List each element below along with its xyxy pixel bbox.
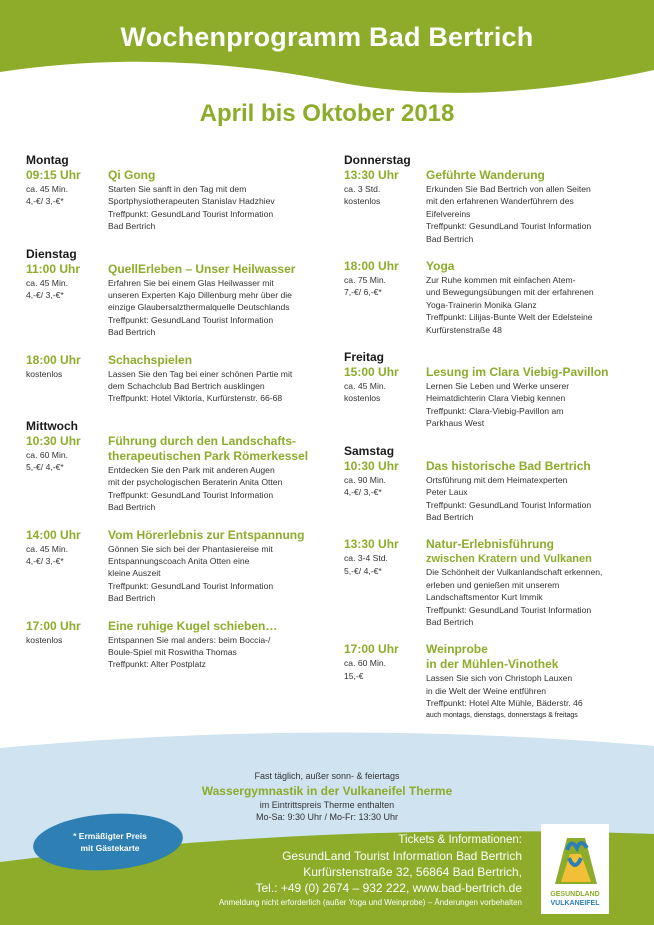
- event-title: Vom Hörerlebnis zur Entspannung: [108, 527, 305, 542]
- tickets-disclaimer: Anmeldung nicht erforderlich (außer Yoga und Weinprobe) – Änderungen vorbehalten: [218, 898, 522, 907]
- day-label: Freitag: [344, 350, 385, 365]
- event-time: 14:00 Uhr: [26, 527, 81, 542]
- event-meta: [344, 365, 424, 405]
- event-info: kostenlos: [344, 196, 381, 207]
- event-info: 4,-€/ 3,-€*: [26, 555, 64, 566]
- event-description-line: Zur Ruhe kommen mit einfachen Atem-: [426, 275, 576, 286]
- event-description-line: kleine Auszeit: [108, 568, 161, 579]
- logo-text-1: GESUNDLAND: [550, 891, 600, 898]
- event-time: 17:00 Uhr: [344, 642, 399, 657]
- event-meta: [26, 528, 106, 568]
- tickets-contact: Tel.: +49 (0) 2674 – 932 222, www.bad-bertrich.de: [255, 881, 522, 895]
- event-time: 13:30 Uhr: [344, 537, 399, 552]
- event-info: 5,-€/ 4,-€*: [26, 462, 64, 473]
- event-subtitle: zwischen Kratern und Vulkanen: [426, 553, 592, 566]
- event-meta: [344, 168, 424, 208]
- event-meta: [344, 459, 424, 499]
- aqua-gymnastics-section: [0, 770, 654, 823]
- event-description-line: Sportphysiotherapeuten Stanislav Hadzhiev: [108, 196, 275, 207]
- event-time: 09:15 Uhr: [26, 168, 81, 182]
- event-description-line: einzige Glaubersalzthermalquelle Deutschlands: [108, 302, 290, 313]
- event: [26, 434, 326, 514]
- day-label: Dienstag: [26, 246, 77, 261]
- event-content: [426, 168, 644, 245]
- event-description-line: Treffpunkt: Alter Postplatz: [108, 659, 206, 670]
- event-content: [108, 619, 326, 671]
- event-title: Das historische Bad Bertrich: [426, 458, 591, 473]
- event: [344, 642, 644, 720]
- event-info: 7,-€/ 6,-€*: [344, 287, 382, 298]
- event-title: therapeutischen Park Römerkessel: [108, 448, 309, 463]
- event-content: [108, 353, 326, 405]
- event-description-line: Treffpunkt: GesundLand Tourist Information: [108, 489, 274, 500]
- event-title: Weinprobe: [426, 642, 488, 657]
- event-info: kostenlos: [26, 634, 63, 645]
- event: [26, 262, 326, 339]
- event-time: 17:00 Uhr: [26, 618, 81, 633]
- header-banner: [0, 0, 654, 110]
- gesundland-logo: [541, 824, 609, 914]
- event-info: kostenlos: [344, 393, 381, 404]
- event-description-line: Bad Bertrich: [426, 233, 474, 244]
- event-description-line: Treffpunkt: GesundLand Tourist Information: [108, 208, 274, 219]
- event-description-line: Entspannen Sie mal anders: beim Boccia-/: [108, 634, 271, 645]
- reduced-price-line-2: mit Gästekarte: [80, 843, 140, 853]
- aqua-times: Mo-Sa: 9:30 Uhr / Mo-Fr: 13:30 Uhr: [255, 812, 399, 822]
- event-description-line: Landschaftsmentor Kurt Immik: [426, 592, 543, 603]
- event-info: ca. 60 Min.: [344, 658, 387, 669]
- event-info: ca. 75 Min.: [344, 275, 387, 286]
- event-info: kostenlos: [26, 368, 63, 379]
- event-content: [108, 528, 326, 605]
- event-note: auch montags, dienstags, donnerstags & freitags: [426, 711, 578, 719]
- event-meta: [344, 642, 424, 682]
- tickets-heading: Tickets & Informationen:: [398, 834, 522, 846]
- day-label: Samstag: [344, 443, 395, 458]
- aqua-title: Wassergymnastik in der Vulkaneifel Therme: [201, 784, 453, 798]
- event-title: Yoga: [426, 259, 455, 274]
- event-description-line: Treffpunkt: GesundLand Tourist Information: [426, 221, 592, 232]
- event-content: [426, 259, 644, 336]
- event-title: QuellErleben – Unser Heilwasser: [108, 261, 296, 276]
- event-description-line: Treffpunkt: GesundLand Tourist Information: [426, 499, 592, 510]
- event-title: Eine ruhige Kugel schieben…: [108, 618, 278, 633]
- gesundland-logo-icon: [541, 824, 609, 890]
- event-info: 15,-€: [344, 670, 364, 681]
- event-meta: [26, 434, 106, 474]
- event-description-line: Treffpunkt: Clara-Viebig-Pavillon am: [426, 405, 564, 416]
- event-description-line: Peter Laux: [426, 487, 468, 498]
- event-content: [426, 459, 644, 524]
- event-description-line: Treffpunkt: Hotel Alte Mühle, Bäderstr. 46: [426, 698, 583, 709]
- day-label: Montag: [26, 153, 69, 167]
- event-info: ca. 45 Min.: [344, 381, 387, 392]
- event-description-line: Erkunden Sie Bad Bertrich von allen Seiten: [426, 184, 591, 194]
- event: [26, 353, 326, 405]
- event-info: ca. 3 Std.: [344, 184, 381, 194]
- event-description-line: Treffpunkt: GesundLand Tourist Information: [108, 314, 274, 325]
- event-description-line: Treffpunkt: Lilijas-Bunte Welt der Edelsteine: [426, 312, 593, 323]
- event-description-line: Treffpunkt: GesundLand Tourist Information: [108, 580, 274, 591]
- event-content: [108, 262, 326, 339]
- event-description-line: mit den erfahrenen Wanderführern des: [426, 196, 574, 207]
- reduced-price-line-1: * Ermäßigter Preis: [73, 831, 147, 841]
- event-description-line: Bad Bertrich: [108, 221, 156, 232]
- event-description-line: erleben und genießen mit unserem: [426, 579, 560, 590]
- event-description-line: Yoga-Trainerin Monika Glanz: [426, 299, 537, 310]
- event-time: 18:00 Uhr: [344, 259, 399, 274]
- event-description-line: Starten Sie sanft in den Tag mit dem: [108, 184, 247, 194]
- event-meta: [26, 262, 106, 302]
- day-block: [26, 153, 326, 233]
- day-block: [344, 153, 644, 336]
- event-time: 18:00 Uhr: [26, 352, 81, 367]
- event-description-line: Treffpunkt: GesundLand Tourist Information: [426, 604, 592, 615]
- event-title: Qi Gong: [108, 168, 156, 182]
- event-info: ca. 60 Min.: [26, 449, 69, 460]
- schedule-right-column: [344, 153, 644, 735]
- event: [344, 168, 644, 245]
- event-meta: [26, 168, 106, 208]
- event-title: Schachspielen: [108, 352, 193, 367]
- day-block: [344, 444, 644, 721]
- event-content: [426, 537, 644, 628]
- event-description-line: Treffpunkt: Hotel Viktoria, Kurfürstenstr. 66-68: [108, 393, 283, 404]
- event-description-line: Parkhaus West: [426, 418, 485, 429]
- event-info: 4,-€/ 3,-€*: [26, 290, 64, 301]
- event: [26, 619, 326, 671]
- event-meta: [26, 353, 106, 380]
- event-time: 15:00 Uhr: [344, 365, 399, 380]
- event-title: in der Mühlen-Vinothek: [426, 657, 559, 672]
- event: [344, 537, 644, 628]
- tickets-office: GesundLand Tourist Information Bad Bertrich: [282, 849, 522, 863]
- day-block: [26, 419, 326, 671]
- aqua-line-3: im Eintrittspreis Therme enthalten: [259, 800, 395, 810]
- schedule-left-column: [26, 153, 326, 685]
- event-info: 4,-€/ 3,-€*: [26, 196, 64, 207]
- event-title: Lesung im Clara Viebig-Pavillon: [426, 365, 609, 380]
- event-info: 4,-€/ 3,-€*: [344, 487, 382, 498]
- tickets-address: Kurfürstenstraße 32, 56864 Bad Bertrich,: [303, 865, 522, 879]
- event-content: [426, 642, 644, 720]
- event: [26, 528, 326, 605]
- page-subtitle: April bis Oktober 2018: [199, 100, 455, 127]
- event-description-line: Entdecken Sie den Park mit anderen Augen: [108, 464, 275, 475]
- tickets-info: [120, 832, 522, 910]
- event-description-line: Bad Bertrich: [108, 502, 156, 513]
- event-time: 10:30 Uhr: [344, 458, 399, 473]
- event-title: Geführte Wanderung: [426, 168, 545, 182]
- event-info: 5,-€/ 4,-€*: [344, 565, 382, 576]
- event-description-line: Bad Bertrich: [108, 593, 156, 604]
- event: [344, 259, 644, 336]
- event-description-line: Lassen Sie den Tag bei einer schönen Partie mit: [108, 368, 293, 379]
- day-block: [26, 247, 326, 405]
- page-title: Wochenprogramm Bad Bertrich: [120, 22, 534, 52]
- event-content: [108, 434, 326, 514]
- event-info: ca. 45 Min.: [26, 277, 69, 288]
- event-description-line: Boule-Spiel mit Roswitha Thomas: [108, 646, 237, 657]
- event-content: [108, 168, 326, 233]
- event: [344, 459, 644, 524]
- event-description-line: Lernen Sie Leben und Werke unserer: [426, 381, 570, 392]
- event-time: 10:30 Uhr: [26, 433, 81, 448]
- event-title: Natur-Erlebnisführung: [426, 537, 554, 552]
- day-block: [344, 350, 644, 430]
- event-description-line: und Bewegungsübungen mit der erfahrenen: [426, 287, 594, 298]
- event-info: ca. 90 Min.: [344, 474, 387, 485]
- event-meta: [344, 537, 424, 577]
- event-description-line: Kurfürstenstraße 48: [426, 324, 502, 335]
- event-meta: [26, 619, 106, 646]
- event: [344, 365, 644, 430]
- event-info: ca. 45 Min.: [26, 184, 69, 194]
- event-description-line: Gönnen Sie sich bei der Phantasiereise mit: [108, 543, 273, 554]
- day-label: Mittwoch: [26, 418, 78, 433]
- event-description-line: Erfahren Sie bei einem Glas Heilwasser mit: [108, 277, 274, 288]
- event-info: ca. 45 Min.: [26, 543, 69, 554]
- event-info: ca. 3-4 Std.: [344, 553, 388, 564]
- event-description-line: Bad Bertrich: [426, 511, 474, 522]
- event-description-line: dem Schachclub Bad Bertrich ausklingen: [108, 381, 265, 392]
- event-meta: [344, 259, 424, 299]
- event-description-line: Ortsführung mit dem Heimatexperten: [426, 474, 568, 485]
- event-time: 11:00 Uhr: [26, 261, 81, 276]
- event-title: Führung durch den Landschafts-: [108, 433, 296, 448]
- event-description-line: mit der psychologischen Beraterin Anita Otten: [108, 477, 283, 488]
- event-description-line: Bad Bertrich: [108, 327, 156, 338]
- aqua-line-1: Fast täglich, außer sonn- & feiertags: [254, 771, 400, 781]
- event-description-line: Bad Bertrich: [426, 616, 474, 627]
- event-description-line: Lassen Sie sich von Christoph Lauxen: [426, 673, 573, 684]
- event-description-line: Entspannungscoach Anita Otten eine: [108, 555, 250, 566]
- day-label: Donnerstag: [344, 153, 411, 167]
- event-description-line: unseren Experten Kajo Dillenburg mehr über die: [108, 290, 292, 301]
- event-content: [426, 365, 644, 430]
- event-time: 13:30 Uhr: [344, 168, 399, 182]
- event-description-line: Die Schönheit der Vulkanlandschaft erkennen,: [426, 567, 603, 578]
- event-description-line: Heimatdichterin Clara Viebig kennen: [426, 393, 566, 404]
- event-description-line: in die Welt der Weine entführen: [426, 685, 547, 696]
- event-description-line: Eifelvereins: [426, 208, 471, 219]
- logo-text-2: VULKANEIFEL: [550, 900, 600, 907]
- event: [26, 168, 326, 233]
